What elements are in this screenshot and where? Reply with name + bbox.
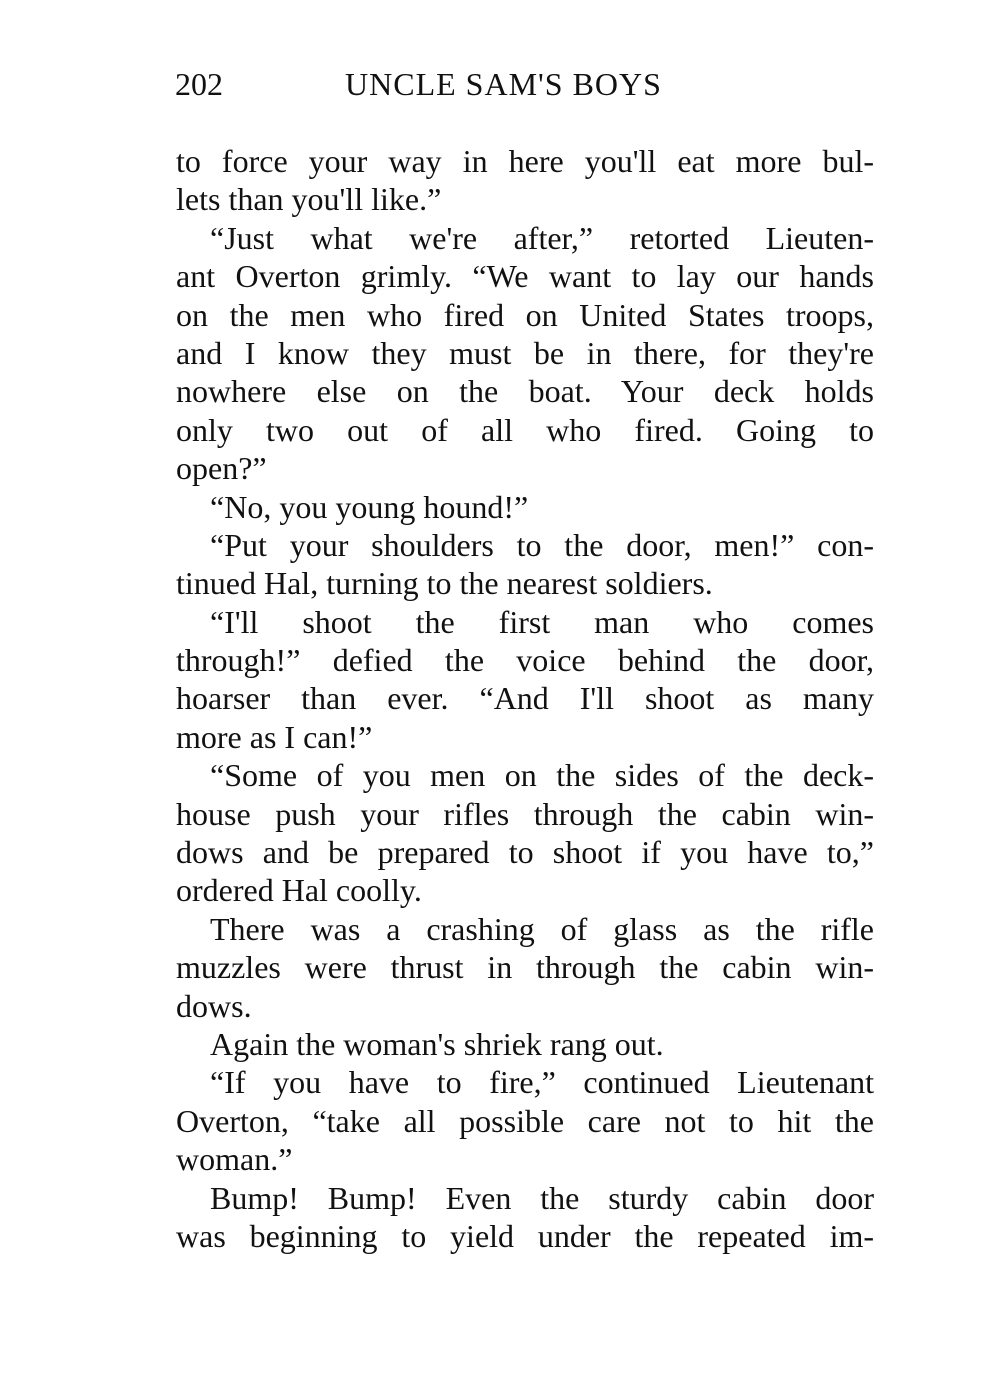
- text-line: house push your rifles through the cabin win-: [176, 795, 874, 832]
- text-line: “Just what we're after,” retorted Lieuten-: [210, 219, 874, 256]
- page-header: [175, 64, 875, 104]
- text-line: Bump! Bump! Even the sturdy cabin door: [210, 1179, 874, 1216]
- text-line: more as I can!”: [176, 718, 373, 755]
- text-line: Again the woman's shriek rang out.: [210, 1025, 664, 1062]
- text-line: only two out of all who fired. Going to: [176, 411, 874, 448]
- text-line: “Some of you men on the sides of the deck-: [210, 757, 874, 794]
- text-line: nowhere else on the boat. Your deck holds: [176, 373, 874, 410]
- text-line: muzzles were thrust in through the cabin win-: [176, 949, 874, 986]
- text-line: on the men who fired on United States troops,: [176, 296, 874, 333]
- text-line: open?”: [176, 450, 267, 487]
- text-line: “No, you young hound!”: [210, 488, 529, 525]
- text-line: “If you have to fire,” continued Lieutenant: [210, 1064, 874, 1101]
- text-line: woman.”: [176, 1141, 293, 1178]
- text-line: was beginning to yield under the repeated im-: [176, 1217, 874, 1254]
- text-line: ant Overton grimly. “We want to lay our hands: [176, 258, 874, 295]
- text-line: Overton, “take all possible care not to hit the: [176, 1102, 874, 1139]
- running-title: UNCLE SAM'S BOYS: [345, 66, 662, 102]
- text-line: ordered Hal coolly.: [176, 872, 422, 909]
- body-text: [176, 142, 874, 1255]
- text-line: “I'll shoot the first man who comes: [210, 603, 874, 640]
- text-line: There was a crashing of glass as the rifle: [210, 910, 874, 947]
- text-line: “Put your shoulders to the door, men!” con-: [210, 526, 874, 563]
- text-line: through!” defied the voice behind the door,: [176, 642, 874, 679]
- text-line: lets than you'll like.”: [176, 181, 442, 218]
- text-line: tinued Hal, turning to the nearest soldiers.: [176, 565, 713, 602]
- text-line: dows and be prepared to shoot if you have to,”: [176, 834, 874, 871]
- text-line: hoarser than ever. “And I'll shoot as many: [176, 680, 874, 717]
- text-line: dows.: [176, 987, 252, 1024]
- text-line: and I know they must be in there, for they're: [176, 334, 874, 371]
- page-number: 202: [175, 66, 223, 102]
- text-line: to force your way in here you'll eat more bul-: [176, 143, 874, 179]
